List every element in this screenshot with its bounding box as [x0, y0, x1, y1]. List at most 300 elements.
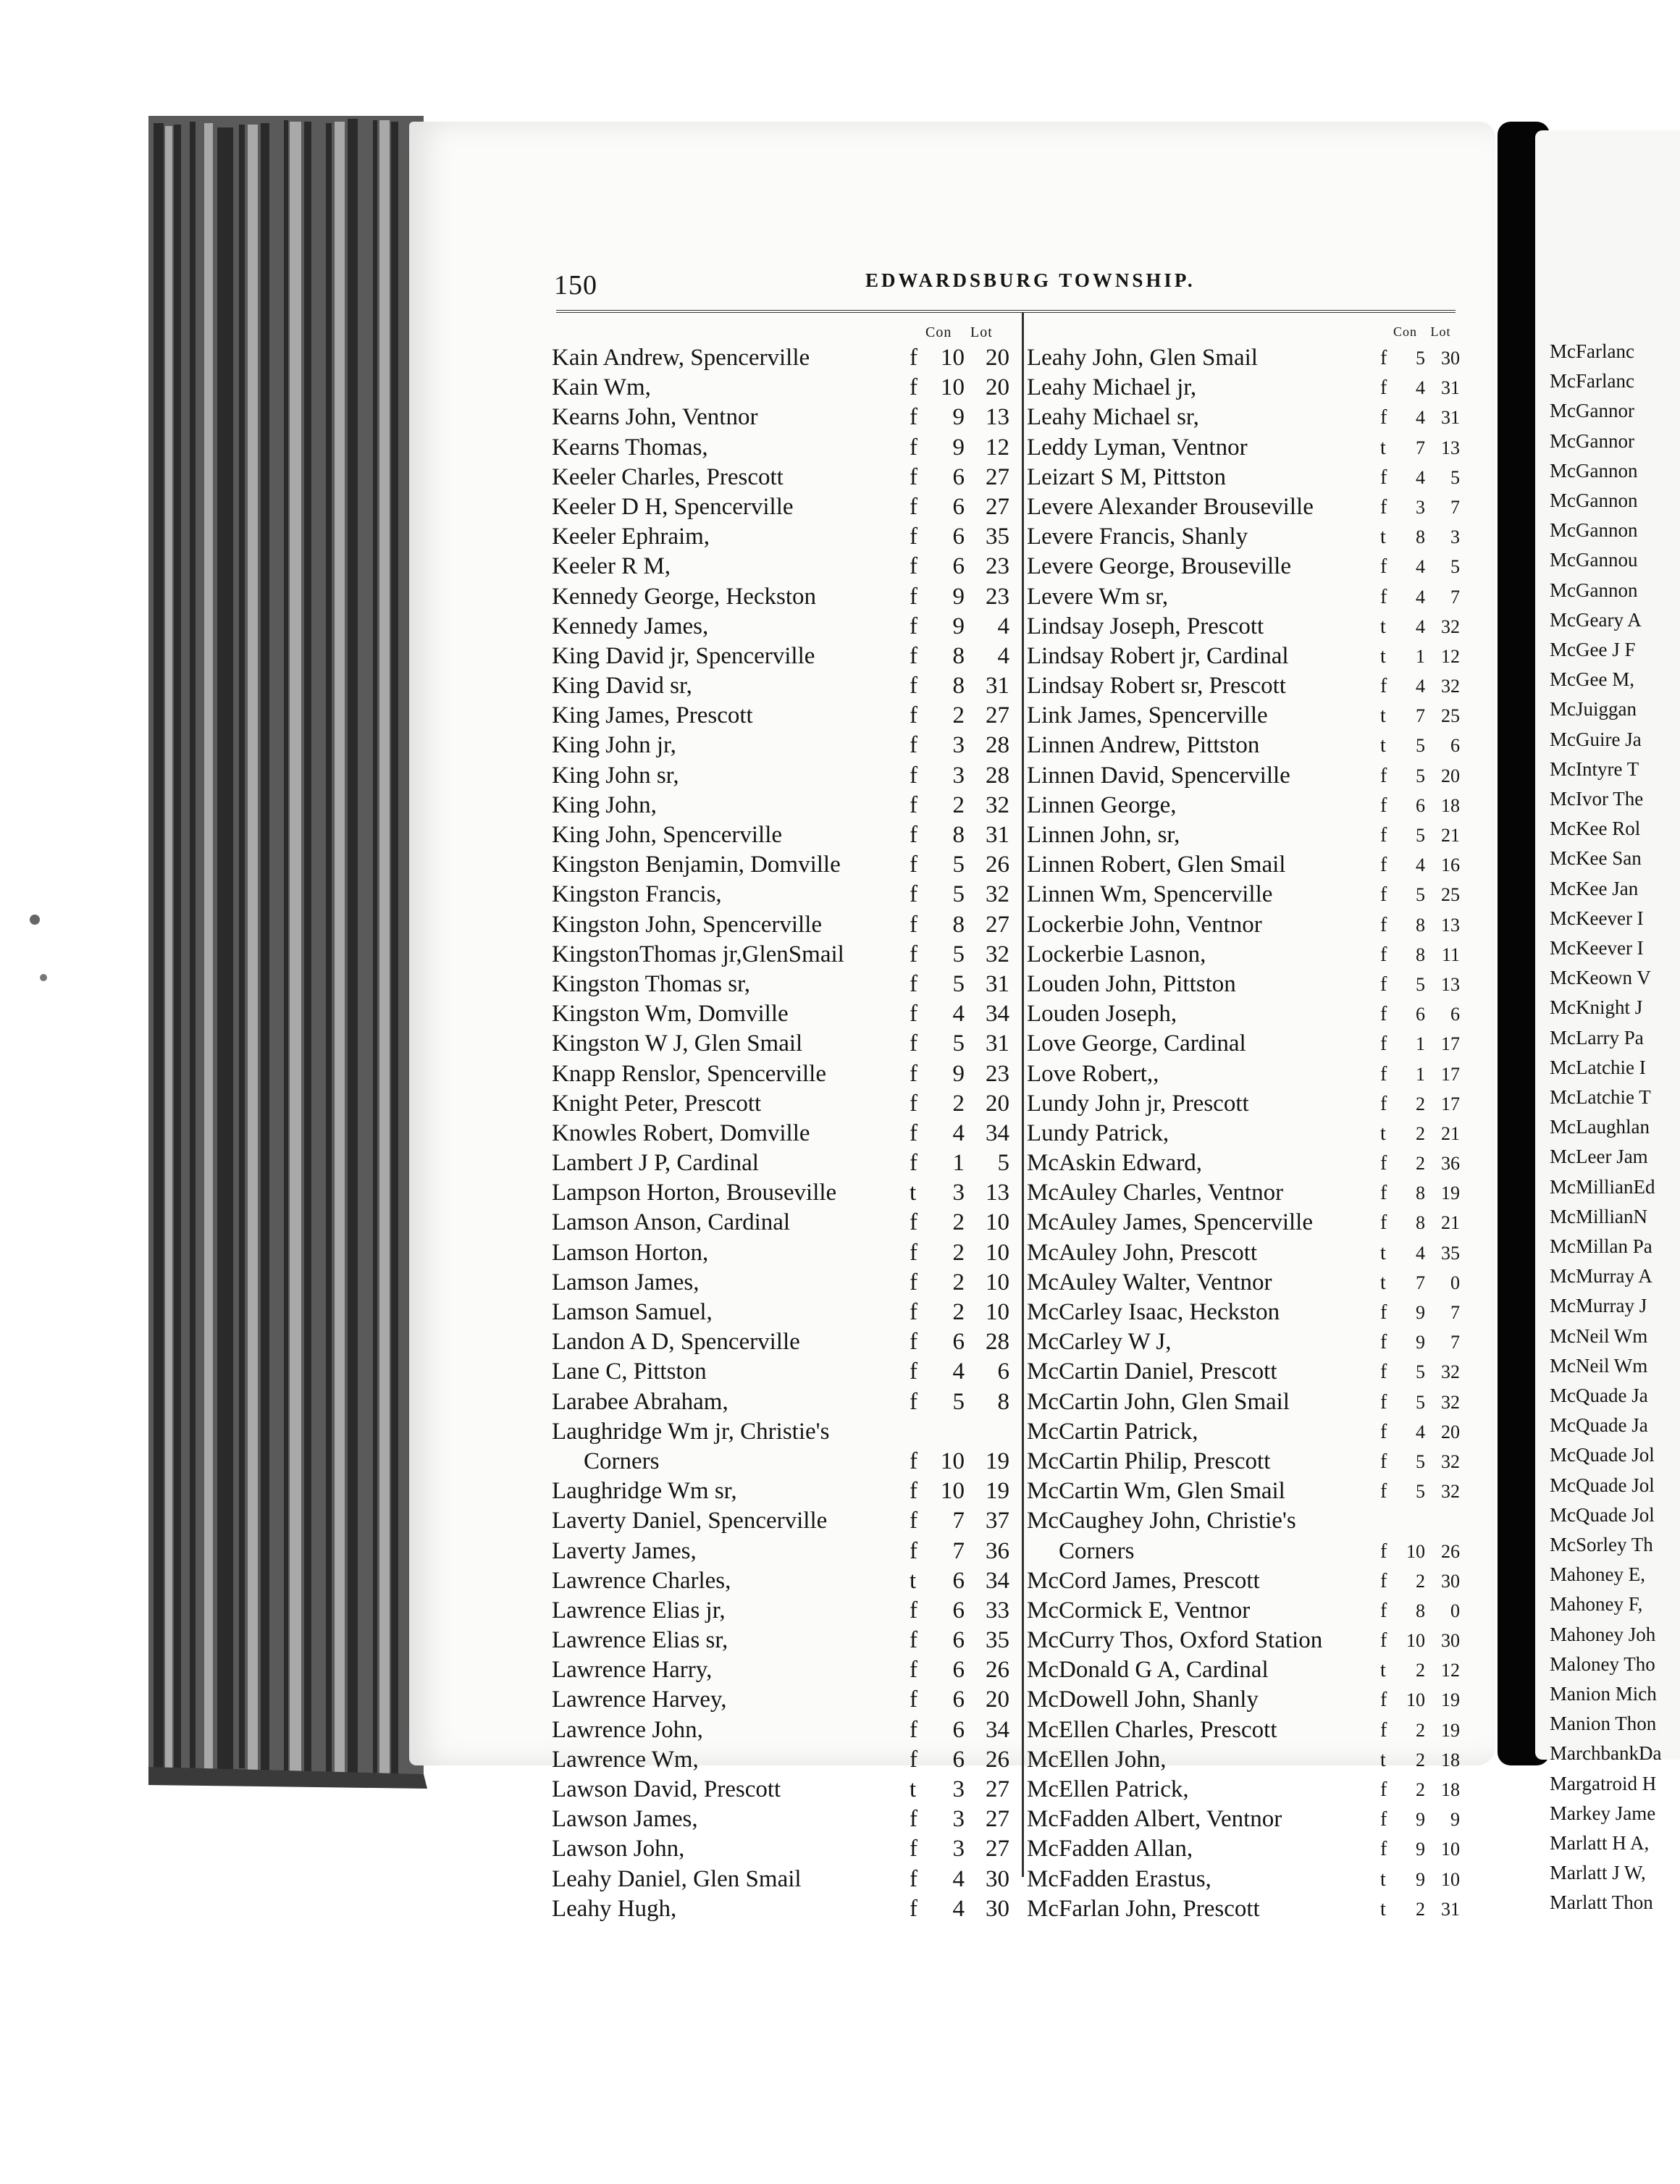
lot-number: 10	[1441, 1839, 1460, 1860]
resident-name: Knapp Renslor, Spencerville	[552, 1060, 827, 1087]
resident-name: McAuley James, Spencerville	[1027, 1209, 1313, 1236]
resident-name: Levere Wm sr,	[1027, 583, 1169, 610]
directory-entry	[552, 582, 1015, 612]
lot-number: 36	[1441, 1153, 1460, 1175]
directory-entry	[1027, 1834, 1460, 1864]
lot-number: 27	[986, 911, 1009, 938]
tenure-code: f	[1380, 1390, 1387, 1414]
resident-name: Link James, Spencerville	[1027, 702, 1268, 729]
lot-number: 10	[986, 1299, 1009, 1325]
tenure-code: f	[910, 941, 917, 967]
adjacent-page-entry: McGannon	[1550, 519, 1638, 542]
resident-name: Lindsay Joseph, Prescott	[1027, 613, 1264, 639]
lot-number: 12	[986, 434, 1009, 461]
directory-entry	[1027, 1238, 1460, 1268]
adjacent-page-entry: Marlatt H A,	[1550, 1832, 1650, 1854]
directory-entry	[1027, 1685, 1460, 1715]
tenure-code: f	[1380, 1092, 1387, 1115]
tenure-code: f	[910, 553, 917, 580]
tenure-code: f	[910, 1895, 917, 1922]
tenure-code: f	[910, 1716, 917, 1743]
resident-name: Kingston Thomas sr,	[552, 970, 750, 997]
lot-number: 20	[986, 1687, 1009, 1713]
resident-name: Leahy John, Glen Smail	[1027, 345, 1258, 371]
page-number: 150	[554, 270, 597, 301]
concession-number: 8	[952, 642, 965, 669]
directory-entry	[552, 642, 1015, 671]
directory-entry	[552, 1685, 1015, 1715]
lot-number: 32	[1441, 616, 1460, 637]
lot-number: 19	[986, 1478, 1009, 1505]
lot-number: 17	[1441, 1093, 1460, 1114]
directory-entry	[552, 671, 1015, 701]
tenure-code: t	[1380, 1868, 1386, 1891]
directory-entry	[1027, 1537, 1460, 1566]
adjacent-page-entry: McLarry Pa	[1550, 1026, 1644, 1049]
adjacent-page-entry: Maloney Tho	[1550, 1652, 1655, 1675]
resident-name: McCaughey John, Christie's	[1027, 1508, 1296, 1534]
resident-name: Leddy Lyman, Ventnor	[1027, 434, 1248, 461]
concession-number: 8	[1416, 914, 1425, 936]
concession-number: 4	[1416, 676, 1425, 697]
resident-name: McCurry Thos, Oxford Station	[1027, 1627, 1323, 1654]
concession-number: 3	[952, 1836, 965, 1862]
lot-number: 7	[1450, 1302, 1460, 1323]
concession-number: 8	[952, 673, 965, 700]
resident-name: Linnen David, Spencerville	[1027, 762, 1290, 789]
resident-name: Keeler D H, Spencerville	[552, 493, 794, 520]
tenure-code: f	[910, 493, 917, 520]
tenure-code: f	[1380, 973, 1387, 996]
tenure-code: f	[910, 1269, 917, 1295]
tenure-code: f	[1380, 495, 1387, 518]
adjacent-page-entry: McMurray J	[1550, 1295, 1647, 1317]
lot-number: 27	[986, 463, 1009, 490]
resident-name: Lampson Horton, Brouseville	[552, 1180, 837, 1206]
directory-entry	[552, 1089, 1015, 1119]
tenure-code: f	[1380, 883, 1387, 907]
adjacent-page-entry: McLeer Jam	[1550, 1146, 1648, 1168]
concession-number: 4	[952, 1895, 965, 1922]
resident-name: Corners	[584, 1448, 660, 1474]
tenure-code: f	[910, 852, 917, 878]
concession-number: 2	[1416, 1153, 1425, 1175]
concession-number: 2	[1416, 1570, 1425, 1592]
tenure-code: f	[1380, 913, 1387, 936]
concession-number: 9	[952, 613, 965, 639]
directory-entry	[552, 1119, 1015, 1148]
directory-entry	[552, 1834, 1015, 1864]
concession-number: 5	[1416, 825, 1425, 846]
concession-number: 7	[952, 1508, 965, 1534]
resident-name: Kennedy James,	[552, 613, 709, 639]
tenure-code: f	[1380, 406, 1387, 429]
concession-number: 9	[1416, 1839, 1425, 1860]
adjacent-page-entry: McKee San	[1550, 847, 1642, 870]
directory-entry	[1027, 582, 1460, 612]
adjacent-page-entry: McKee Jan	[1550, 877, 1639, 899]
lot-number: 6	[1450, 735, 1460, 757]
concession-number: 2	[952, 791, 965, 818]
directory-entry	[1027, 731, 1460, 760]
concession-number: 5	[1416, 973, 1425, 995]
concession-number: 7	[1416, 1272, 1425, 1293]
resident-name: McFadden Albert, Ventnor	[1027, 1806, 1282, 1833]
concession-number: 2	[1416, 1719, 1425, 1741]
directory-entry	[552, 403, 1015, 432]
concession-number: 9	[1416, 1868, 1425, 1890]
lot-number: 20	[986, 374, 1009, 401]
resident-name: McCartin Wm, Glen Smail	[1027, 1478, 1285, 1505]
concession-number: 9	[1416, 1809, 1425, 1831]
lot-number: 27	[986, 702, 1009, 729]
directory-entry	[1027, 999, 1460, 1029]
header-rule	[556, 310, 1456, 313]
tenure-code: f	[910, 1090, 917, 1117]
resident-name: Kingston Francis,	[552, 881, 722, 908]
adjacent-page-entry: McMillianN	[1550, 1205, 1647, 1227]
directory-entry	[1027, 820, 1460, 850]
directory-entry	[1027, 1298, 1460, 1327]
resident-name: McCartin John, Glen Smail	[1027, 1388, 1290, 1415]
tenure-code: f	[910, 374, 917, 401]
directory-entry	[552, 1417, 1015, 1447]
column-2-headers	[1393, 324, 1451, 340]
directory-entry	[552, 1268, 1015, 1298]
resident-name: Love Robert,,	[1027, 1060, 1159, 1087]
concession-number: 5	[952, 1388, 965, 1415]
adjacent-page-entry: Manion Mich	[1550, 1683, 1657, 1705]
tenure-code: f	[1380, 466, 1387, 489]
directory-entry	[552, 1357, 1015, 1387]
lot-number: 8	[997, 1388, 1009, 1415]
adjacent-page-entry: MarchbankDa	[1550, 1742, 1662, 1765]
resident-name: Laverty Daniel, Spencerville	[552, 1508, 828, 1534]
lot-number: 30	[1441, 1570, 1460, 1592]
directory-entry	[552, 761, 1015, 791]
lot-number: 7	[1450, 496, 1460, 518]
lot-number: 12	[1441, 645, 1460, 667]
lot-number: 31	[1441, 1898, 1460, 1920]
resident-name: Lawrence Elias sr,	[552, 1627, 728, 1654]
lot-number: 20	[986, 1090, 1009, 1117]
resident-name: Kain Wm,	[552, 374, 651, 401]
concession-number: 6	[1416, 794, 1425, 816]
lot-number: 4	[997, 642, 1009, 669]
adjacent-page-entry: McFarlanc	[1550, 370, 1634, 392]
lot-number: 31	[1441, 407, 1460, 429]
resident-name: Lambert J P, Cardinal	[552, 1150, 759, 1177]
tenure-code: f	[1380, 377, 1387, 400]
adjacent-page-entry: McKee Rol	[1550, 818, 1641, 840]
tenure-code: t	[910, 1776, 917, 1802]
resident-name: Landon A D, Spencerville	[552, 1329, 800, 1356]
concession-number: 2	[952, 1269, 965, 1295]
concession-number: 4	[1416, 586, 1425, 608]
concession-number: 8	[952, 822, 965, 848]
concession-number: 6	[952, 463, 965, 490]
tenure-code: f	[910, 1388, 917, 1415]
tenure-code: f	[1380, 1182, 1387, 1205]
resident-name: Kain Andrew, Spencerville	[552, 345, 810, 371]
resident-name: McAuley Walter, Ventnor	[1027, 1269, 1272, 1295]
directory-entry	[1027, 1119, 1460, 1148]
tenure-code: t	[1380, 615, 1386, 638]
lot-number: 31	[986, 1030, 1009, 1057]
concession-number: 5	[1416, 1481, 1425, 1503]
directory-entry	[552, 731, 1015, 760]
tenure-code: f	[910, 1358, 917, 1385]
lot-number: 19	[1441, 1183, 1460, 1204]
directory-entry	[552, 880, 1015, 910]
adjacent-page-entry: Mahoney E,	[1550, 1563, 1645, 1586]
lot-number: 37	[986, 1508, 1009, 1534]
adjacent-page-entry: McGannon	[1550, 490, 1638, 511]
resident-name: Lawrence Charles,	[552, 1567, 731, 1594]
lot-number: 28	[986, 1329, 1009, 1356]
lot-number: 16	[1441, 854, 1460, 876]
tenure-code: f	[910, 1120, 917, 1146]
lot-number: 32	[1441, 1361, 1460, 1383]
tenure-code: f	[910, 524, 917, 550]
resident-name: Kennedy George, Heckston	[552, 583, 817, 610]
con-header: Con	[925, 324, 952, 340]
directory-entry	[1027, 463, 1460, 492]
lot-number: 12	[1441, 1660, 1460, 1681]
tenure-code: f	[1380, 1450, 1387, 1473]
lot-number: 6	[997, 1358, 1009, 1385]
adjacent-page-entry: McNeil Wm	[1550, 1324, 1648, 1347]
directory-column-left	[552, 343, 1015, 1924]
resident-name: Lawrence John,	[552, 1716, 703, 1743]
concession-number: 6	[952, 1567, 965, 1594]
adjacent-page-entry: Mahoney Joh	[1550, 1623, 1656, 1645]
adjacent-page-entry: McJuiggan	[1550, 698, 1637, 721]
concession-number: 10	[941, 1478, 965, 1505]
resident-name: Keeler R M,	[552, 553, 671, 580]
concession-number: 10	[1406, 1540, 1425, 1562]
lot-number: 20	[1441, 765, 1460, 786]
lot-number: 13	[1441, 914, 1460, 936]
directory-entry	[1027, 1566, 1460, 1596]
concession-number: 10	[941, 1448, 965, 1474]
lot-number: 21	[1441, 1212, 1460, 1234]
resident-name: McAuley Charles, Ventnor	[1027, 1180, 1284, 1206]
concession-number: 4	[1416, 1242, 1425, 1264]
lot-number: 31	[986, 822, 1009, 848]
concession-number: 3	[1416, 496, 1425, 518]
directory-entry	[1027, 1089, 1460, 1119]
resident-name: Levere Alexander Brouseville	[1027, 493, 1314, 520]
resident-name: Keeler Ephraim,	[552, 524, 710, 550]
adjacent-page-entry: Manion Thon	[1550, 1713, 1657, 1735]
directory-entry	[552, 1447, 1015, 1477]
resident-name: Lawrence Harvey,	[552, 1687, 727, 1713]
concession-number: 4	[1416, 616, 1425, 637]
resident-name: Kearns John, Ventnor	[552, 404, 758, 431]
adjacent-page-entry: McGee J F	[1550, 639, 1636, 660]
concession-number: 5	[952, 941, 965, 967]
adjacent-page-entry: McQuade Jol	[1550, 1444, 1655, 1466]
resident-name: Kingston Wm, Domville	[552, 1001, 789, 1028]
concession-number: 6	[952, 1657, 965, 1684]
directory-entry	[552, 1775, 1015, 1805]
lot-number: 0	[1450, 1600, 1460, 1621]
directory-entry	[552, 1537, 1015, 1566]
directory-entry	[552, 1506, 1015, 1536]
directory-entry	[552, 492, 1015, 522]
directory-entry	[1027, 343, 1460, 373]
tenure-code: f	[910, 345, 917, 371]
adjacent-page-entry: McGannon	[1550, 579, 1638, 601]
concession-number: 4	[952, 1358, 965, 1385]
tenure-code: f	[1380, 1540, 1387, 1563]
tenure-code: f	[1380, 347, 1387, 369]
tenure-code: t	[1380, 644, 1386, 668]
lot-number: 3	[1450, 526, 1460, 548]
tenure-code: f	[910, 1537, 917, 1564]
resident-name: Knowles Robert, Domville	[552, 1120, 810, 1146]
directory-entry	[552, 433, 1015, 463]
adjacent-page-entry: McGannor	[1550, 400, 1634, 422]
tenure-code: f	[910, 1746, 917, 1773]
directory-entry	[1027, 522, 1460, 552]
directory-entry	[1027, 1148, 1460, 1178]
lot-number: 21	[1441, 825, 1460, 846]
lot-number: 26	[986, 852, 1009, 878]
concession-number: 9	[952, 434, 965, 461]
tenure-code: f	[1380, 1152, 1387, 1175]
directory-entry	[552, 1715, 1015, 1745]
lot-number: 33	[986, 1597, 1009, 1624]
lot-number: 13	[986, 404, 1009, 431]
lot-number: 20	[1441, 1421, 1460, 1442]
concession-number: 5	[952, 970, 965, 997]
directory-entry	[552, 1596, 1015, 1626]
resident-name: King John jr,	[552, 732, 676, 759]
tenure-code: f	[910, 911, 917, 938]
concession-number: 1	[1416, 645, 1425, 667]
lot-number: 28	[986, 732, 1009, 759]
concession-number: 1	[1416, 1033, 1425, 1055]
concession-number: 5	[952, 1030, 965, 1057]
lot-number: 34	[986, 1716, 1009, 1743]
lot-number: 36	[986, 1537, 1009, 1564]
tenure-code: f	[1380, 1480, 1387, 1503]
lot-number: 32	[1441, 676, 1460, 697]
tenure-code: f	[910, 791, 917, 818]
tenure-code: f	[1380, 1420, 1387, 1443]
directory-entry	[552, 820, 1015, 850]
lot-number: 9	[1450, 1809, 1460, 1831]
resident-name: McAuley John, Prescott	[1027, 1239, 1258, 1266]
tenure-code: f	[1380, 1808, 1387, 1831]
directory-entry	[552, 1745, 1015, 1775]
resident-name: Linnen Wm, Spencerville	[1027, 881, 1273, 908]
adjacent-page-entry: McQuade Ja	[1550, 1385, 1648, 1406]
directory-entry	[552, 940, 1015, 970]
tenure-code: f	[910, 1687, 917, 1713]
adjacent-page-entry: McGee M,	[1550, 668, 1634, 691]
directory-entry	[1027, 940, 1460, 970]
adjacent-page-entry: McKnight J	[1550, 996, 1643, 1019]
directory-entry	[552, 373, 1015, 403]
lot-number: 32	[1441, 1450, 1460, 1472]
directory-entry	[1027, 701, 1460, 731]
resident-name: Leahy Michael jr,	[1027, 374, 1197, 401]
directory-entry	[1027, 1894, 1460, 1924]
concession-number: 4	[1416, 377, 1425, 399]
tenure-code: f	[910, 1001, 917, 1028]
lot-number: 30	[986, 1895, 1009, 1922]
tenure-code: t	[1380, 1241, 1386, 1264]
directory-entry	[1027, 1178, 1460, 1208]
directory-entry	[552, 970, 1015, 999]
lot-number: 31	[986, 673, 1009, 700]
tenure-code: f	[910, 1806, 917, 1833]
tenure-code: f	[1380, 824, 1387, 847]
tenure-code: f	[1380, 794, 1387, 817]
adjacent-page-entry: McGannon	[1550, 459, 1638, 482]
lot-header: Lot	[970, 324, 993, 340]
concession-number: 6	[952, 553, 965, 580]
resident-name: Lawrence Harry,	[552, 1657, 713, 1684]
adjacent-page-entry: McMillianEd	[1550, 1175, 1655, 1198]
tenure-code: f	[1380, 1361, 1387, 1384]
resident-name: Love George, Cardinal	[1027, 1030, 1246, 1057]
lot-number: 23	[986, 583, 1009, 610]
concession-number: 4	[1416, 1421, 1425, 1442]
concession-number: 9	[1416, 1332, 1425, 1353]
resident-name: McEllen Charles, Prescott	[1027, 1716, 1277, 1743]
directory-entry	[1027, 970, 1460, 999]
resident-name: Kingston W J, Glen Smail	[552, 1030, 803, 1057]
lot-number: 25	[1441, 705, 1460, 727]
directory-entry	[1027, 1059, 1460, 1089]
tenure-code: t	[1380, 526, 1386, 549]
resident-name: McEllen John,	[1027, 1746, 1167, 1773]
concession-number: 6	[952, 1746, 965, 1773]
lot-number: 23	[986, 553, 1009, 580]
concession-number: 9	[952, 583, 965, 610]
tenure-code: f	[1380, 1629, 1387, 1652]
lot-number: 7	[1450, 586, 1460, 608]
concession-number: 9	[952, 1060, 965, 1087]
lot-number: 10	[986, 1209, 1009, 1236]
resident-name: McDowell John, Shanly	[1027, 1687, 1259, 1713]
resident-name: McEllen Patrick,	[1027, 1776, 1189, 1802]
directory-entry	[552, 910, 1015, 940]
lot-number: 17	[1441, 1063, 1460, 1085]
directory-entry	[552, 1894, 1015, 1924]
adjacent-page-entry: McLatchie I	[1550, 1056, 1646, 1078]
resident-name: McFarlan John, Prescott	[1027, 1895, 1260, 1922]
tenure-code: f	[910, 1865, 917, 1892]
lot-number: 26	[986, 1657, 1009, 1684]
adjacent-page-entry: McNeil Wm	[1550, 1354, 1648, 1377]
lot-number: 4	[997, 613, 1009, 639]
resident-name: McAskin Edward,	[1027, 1150, 1202, 1177]
running-head: EDWARDSBURG TOWNSHIP.	[865, 269, 1196, 291]
directory-entry	[1027, 1327, 1460, 1357]
lot-number: 27	[986, 1776, 1009, 1802]
lot-number: 35	[986, 1627, 1009, 1654]
directory-entry	[552, 1387, 1015, 1417]
tenure-code: f	[1380, 1003, 1387, 1026]
resident-name: Laverty James,	[552, 1537, 697, 1564]
directory-entry	[552, 1148, 1015, 1178]
adjacent-page-entry: Marlatt Thon	[1550, 1891, 1653, 1914]
